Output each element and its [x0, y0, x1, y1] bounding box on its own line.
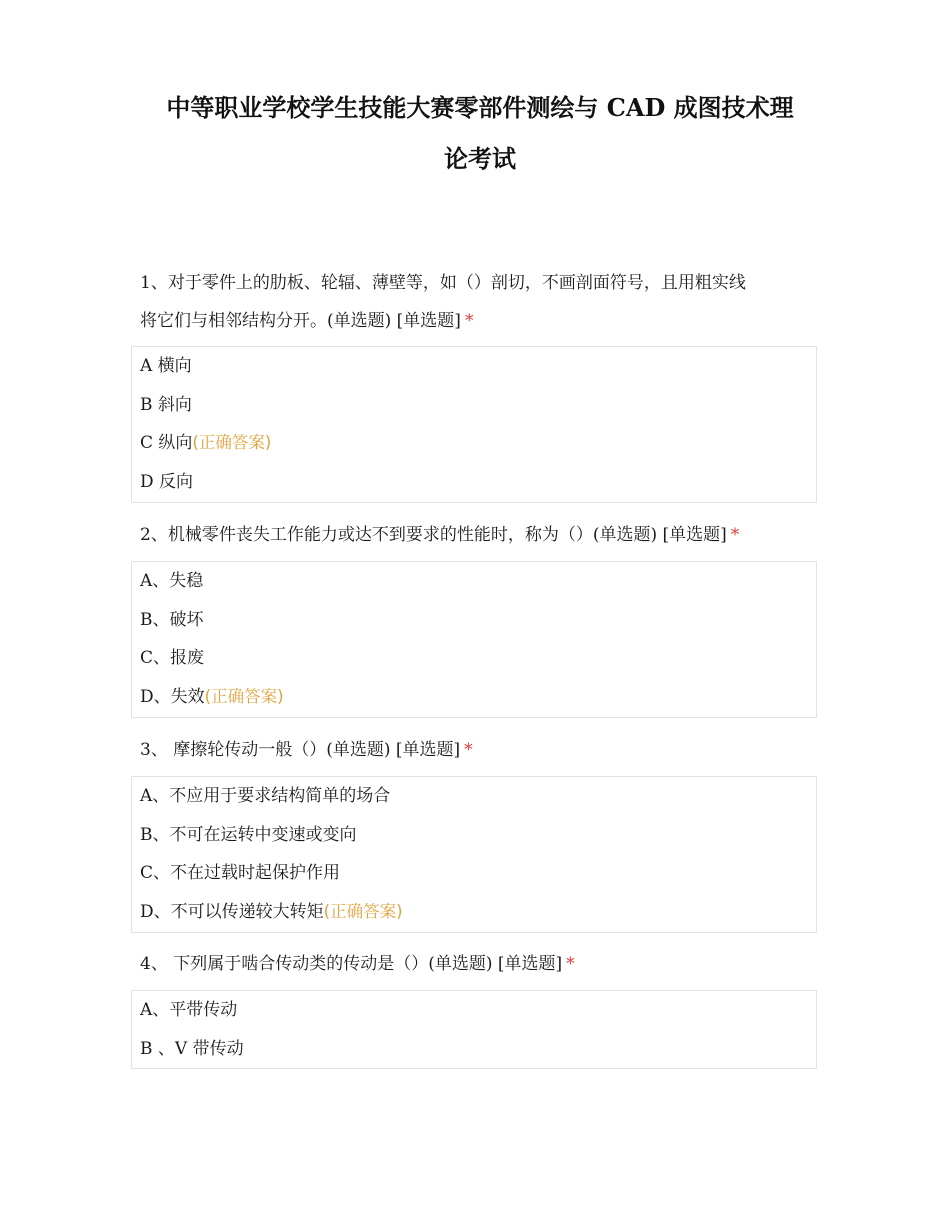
question-3-line-1-text: 3、 摩擦轮传动一般（）(单选题) [单选题]: [140, 740, 461, 760]
option-label: A、不应用于要求结构简单的场合: [140, 786, 391, 806]
required-mark: *: [464, 311, 474, 331]
question-2-line-1: [140, 516, 820, 554]
option-item[interactable]: [132, 893, 816, 932]
option-item[interactable]: [132, 562, 816, 601]
document-title-line-2: 论考试: [444, 144, 516, 173]
question-2-options: [131, 561, 817, 718]
option-item[interactable]: [132, 854, 816, 893]
option-item[interactable]: [132, 639, 816, 678]
document-title-line-1: 中等职业学校学生技能大赛零部件测绘与 CAD 成图技术理: [166, 93, 794, 122]
option-item[interactable]: [132, 777, 816, 816]
option-item[interactable]: [132, 991, 816, 1030]
question-1-line-2: [140, 302, 820, 340]
option-item[interactable]: [132, 424, 816, 463]
option-item[interactable]: [132, 386, 816, 425]
required-mark: *: [566, 954, 575, 974]
option-label: D 反向: [140, 472, 194, 493]
required-mark: *: [464, 740, 473, 760]
option-item[interactable]: [132, 678, 816, 717]
correct-answer-tag: (正确答案): [323, 902, 403, 922]
option-label: C 纵向: [140, 433, 193, 454]
option-label: C、报废: [140, 648, 205, 669]
option-label: B 、V 带传动: [140, 1038, 244, 1059]
option-item[interactable]: [132, 463, 816, 502]
option-label: B 斜向: [140, 394, 192, 415]
question-3-text: [140, 731, 820, 769]
question-2-text: [140, 516, 820, 554]
correct-answer-tag: (正确答案): [192, 433, 272, 453]
question-4-text: [140, 945, 820, 983]
question-4-options: [131, 990, 817, 1069]
question-1-options: [131, 346, 817, 503]
question-1-line-2-text: 将它们与相邻结构分开。(单选题) [单选题]: [140, 311, 461, 331]
option-label: C、不在过载时起保护作用: [140, 863, 341, 884]
question-1-line-1: 1、对于零件上的肋板、轮辐、薄壁等，如（）剖切，不画剖面符号，且用粗实线: [140, 273, 746, 293]
question-3-line-1: [140, 731, 820, 769]
question-4-line-1-text: 4、 下列属于啮合传动类的传动是（）(单选题) [单选题]: [140, 954, 563, 974]
option-label: D、失效: [140, 687, 205, 708]
option-label: A、平带传动: [140, 1000, 238, 1020]
option-item[interactable]: [132, 816, 816, 855]
question-3-options: [131, 776, 817, 933]
question-1-text: [140, 264, 820, 340]
option-label: B、破坏: [140, 609, 204, 630]
option-label: B、不可在运转中变速或变向: [140, 824, 357, 845]
question-4-line-1: [140, 945, 820, 983]
option-item[interactable]: [132, 601, 816, 640]
option-label: A 横向: [140, 356, 192, 376]
question-2-line-1-text: 2、机械零件丧失工作能力或达不到要求的性能时，称为（）(单选题) [单选题]: [140, 525, 727, 545]
correct-answer-tag: (正确答案): [204, 687, 284, 707]
option-label: D、不可以传递较大转矩: [140, 902, 324, 923]
option-item[interactable]: [132, 347, 816, 386]
required-mark: *: [730, 525, 740, 545]
option-label: A、失稳: [140, 571, 204, 591]
option-item[interactable]: [132, 1030, 816, 1069]
